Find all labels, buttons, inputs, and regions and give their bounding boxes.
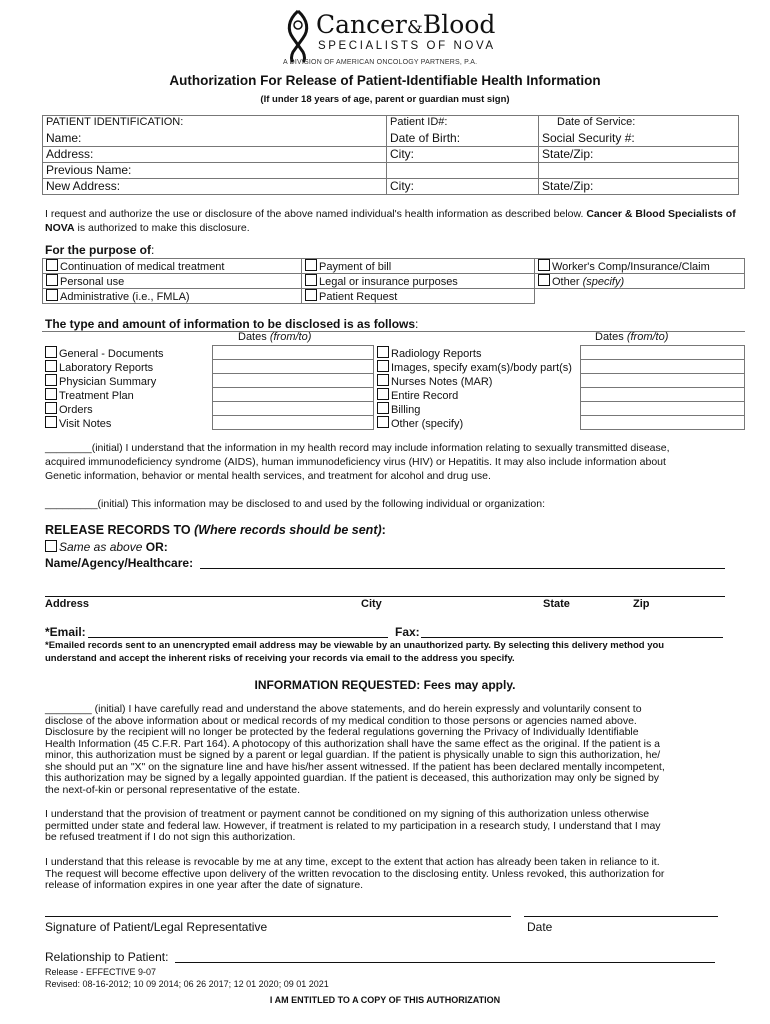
logo-division: A DIVISION OF AMERICAN ONCOLOGY PARTNERS, P.A.: [283, 59, 478, 66]
state-zip2-field[interactable]: State/Zip:: [539, 179, 739, 195]
date-line[interactable]: [524, 916, 718, 917]
type-images[interactable]: Images, specify exam(s)/body part(s): [374, 360, 581, 374]
page-title: Authorization For Release of Patient-Identifiable Health Information: [169, 73, 601, 88]
type-radiology[interactable]: Radiology Reports: [374, 346, 581, 360]
type-orders[interactable]: Orders: [42, 402, 213, 416]
type-nurses-notes[interactable]: Nurses Notes (MAR): [374, 374, 581, 388]
dob-field[interactable]: Date of Birth:: [387, 131, 539, 147]
fax-label: Fax:: [395, 625, 420, 639]
city-field[interactable]: City:: [387, 147, 539, 163]
type-billing[interactable]: Billing: [374, 402, 581, 416]
purpose-payment[interactable]: Payment of bill: [302, 259, 535, 274]
footer-release: Release - EFFECTIVE 9-07: [45, 967, 157, 977]
agency-line[interactable]: [200, 568, 725, 569]
zip-label: Zip: [633, 598, 650, 610]
date-of-service-label[interactable]: Date of Service:: [539, 116, 739, 132]
logo-name-b: Blood: [422, 10, 496, 39]
date-label: Date: [527, 920, 553, 934]
treatment-paragraph: I understand that the provision of treatment or payment cannot be conditioned on my signing of this authorization unless otherwise permitted under state and federal law. However, if treatment is related to my participation in a research study, I understand that I may be refused treatment if I do not sign this authorization.: [45, 808, 661, 843]
purpose-table: [42, 258, 745, 304]
dates-left-label: Dates (from/to): [238, 331, 312, 343]
checkbox-icon[interactable]: [46, 289, 58, 301]
city2-field[interactable]: City:: [387, 179, 539, 195]
logo-sub: SPECIALISTS OF NOVA: [318, 40, 496, 52]
logo-amp: &: [406, 17, 423, 38]
type-general[interactable]: General - Documents: [42, 346, 213, 360]
checkbox-icon[interactable]: [305, 289, 317, 301]
signature-label: Signature of Patient/Legal Representative: [45, 920, 268, 934]
initial-disclosure-text: ________(initial) I understand that the information in my health record may include information relating to sexually transmitted disease, acquired immunodeficiency syndrome (AIDS), human immunodeficiency virus (HIV) or Hepatitis. It may also include information about Genetic information, behavior or mental health services, and treatment for alcohol and drug use.: [45, 442, 670, 482]
checkbox-icon[interactable]: [538, 274, 550, 286]
initial-recipient-text: _________(initial) This information may be disclosed to and used by the following individual or organization:: [45, 498, 546, 510]
type-entire-record[interactable]: Entire Record: [374, 388, 581, 402]
footer-revised: Revised: 08-16-2012; 10 09 2014; 06 26 2017; 12 01 2020; 09 01 2021: [45, 979, 329, 989]
state-label: State: [543, 598, 570, 610]
authorize-text: I request and authorize the use or disclosure of the above named individual's health information as described below. Cancer & Blood Specialists of NOVA is authorized to make this disclosure.: [45, 208, 736, 234]
type-treatment-plan[interactable]: Treatment Plan: [42, 388, 213, 402]
footer-entitled: I AM ENTITLED TO A COPY OF THIS AUTHORIZATION: [269, 995, 501, 1005]
checkbox-icon[interactable]: [305, 274, 317, 286]
checkbox-icon[interactable]: [538, 259, 550, 271]
purpose-legal[interactable]: Legal or insurance purposes: [302, 274, 535, 289]
purpose-heading: For the purpose of:: [45, 243, 155, 257]
purpose-administrative[interactable]: Administrative (i.e., FMLA): [43, 289, 302, 304]
revocable-paragraph: I understand that this release is revocable by me at any time, except to the extent that action has already been taken in reliance to it. The request will become effective upon delivery of the written revocation to the disclosing entity. Unless revoked, this authorization for release of information expires in one year after the date of signature.: [45, 856, 665, 891]
email-line[interactable]: [88, 637, 388, 638]
type-amount-heading: The type and amount of information to be disclosed is as follows:: [45, 317, 419, 331]
relationship-line[interactable]: [175, 962, 715, 963]
relationship-label: Relationship to Patient:: [45, 950, 169, 964]
purpose-patient-request[interactable]: Patient Request: [302, 289, 535, 304]
patient-identification-table: [42, 115, 739, 195]
logo-ribbon-icon: [283, 8, 313, 64]
new-address-field[interactable]: New Address:: [43, 179, 387, 195]
agency-label: Name/Agency/Healthcare:: [45, 556, 194, 570]
address-label: Address: [45, 598, 90, 610]
info-requested: INFORMATION REQUESTED: Fees may apply.: [254, 678, 516, 692]
email-note: *Emailed records sent to an unencrypted email address may be viewable by an unauthorized party. By selecting this delivery method you understand and accept the inherent risks of receiving your records via email to the address you specify.: [45, 640, 665, 664]
same-as-above[interactable]: Same as above OR:: [45, 540, 168, 554]
checkbox-icon[interactable]: [46, 274, 58, 286]
purpose-workers-comp[interactable]: Worker's Comp/Insurance/Claim: [535, 259, 745, 274]
logo-name-a: Cancer: [316, 10, 407, 39]
release-heading: RELEASE RECORDS TO (Where records should be sent):: [45, 523, 386, 537]
city-label: City: [361, 598, 382, 610]
patient-id-label[interactable]: Patient ID#:: [387, 116, 539, 132]
purpose-other[interactable]: Other (specify): [535, 274, 745, 289]
purpose-continuation[interactable]: Continuation of medical treatment: [43, 259, 302, 274]
signature-line[interactable]: [45, 916, 511, 917]
fax-line[interactable]: [421, 637, 723, 638]
dates-right-label: Dates (from/to): [595, 331, 669, 343]
state-zip-field[interactable]: State/Zip:: [539, 147, 739, 163]
consent-paragraph: ________ (initial) I have carefully read and understand the above statements, and do herein expressly and voluntarily consent to disclose of the above information about or medical records of my medical condition to those persons or agencies named above. Disclosure by the recipient will no longer be protected by the federal regulations governing the Privacy of Individually Identifiable Health Information (45 C.F.R. Part 164). A photocopy of this authorization shall have the same effect as the original. If the patient is a minor, this authorization must be signed by a parent or legal guardian. If the patient is physically unable to sign this authorization, he/ she should put an "X" on the signature line and have his/her assent witnessed. If the patient has been declared mentally incompetent, this authorization may be signed by a legally appointed guardian. If the patient is deceased, this authorization may only be signed by the next-of-kin or personal representative of the estate.: [45, 703, 665, 796]
checkbox-icon[interactable]: [305, 259, 317, 271]
page-subtitle: (If under 18 years of age, parent or guardian must sign): [260, 94, 510, 105]
ssn-field[interactable]: Social Security #:: [539, 131, 739, 147]
type-other[interactable]: Other (specify): [374, 416, 581, 430]
type-physician-summary[interactable]: Physician Summary: [42, 374, 213, 388]
email-label: *Email:: [45, 625, 86, 639]
type-laboratory[interactable]: Laboratory Reports: [42, 360, 213, 374]
purpose-personal[interactable]: Personal use: [43, 274, 302, 289]
address-line[interactable]: [45, 596, 725, 597]
patient-identification-header: PATIENT IDENTIFICATION:: [43, 116, 387, 132]
name-field[interactable]: Name:: [43, 131, 387, 147]
previous-name-field[interactable]: Previous Name:: [43, 163, 387, 179]
type-amount-table: [42, 331, 745, 430]
address-field[interactable]: Address:: [43, 147, 387, 163]
type-visit-notes[interactable]: Visit Notes: [42, 416, 213, 430]
checkbox-icon[interactable]: [46, 259, 58, 271]
checkbox-icon[interactable]: [45, 540, 57, 552]
